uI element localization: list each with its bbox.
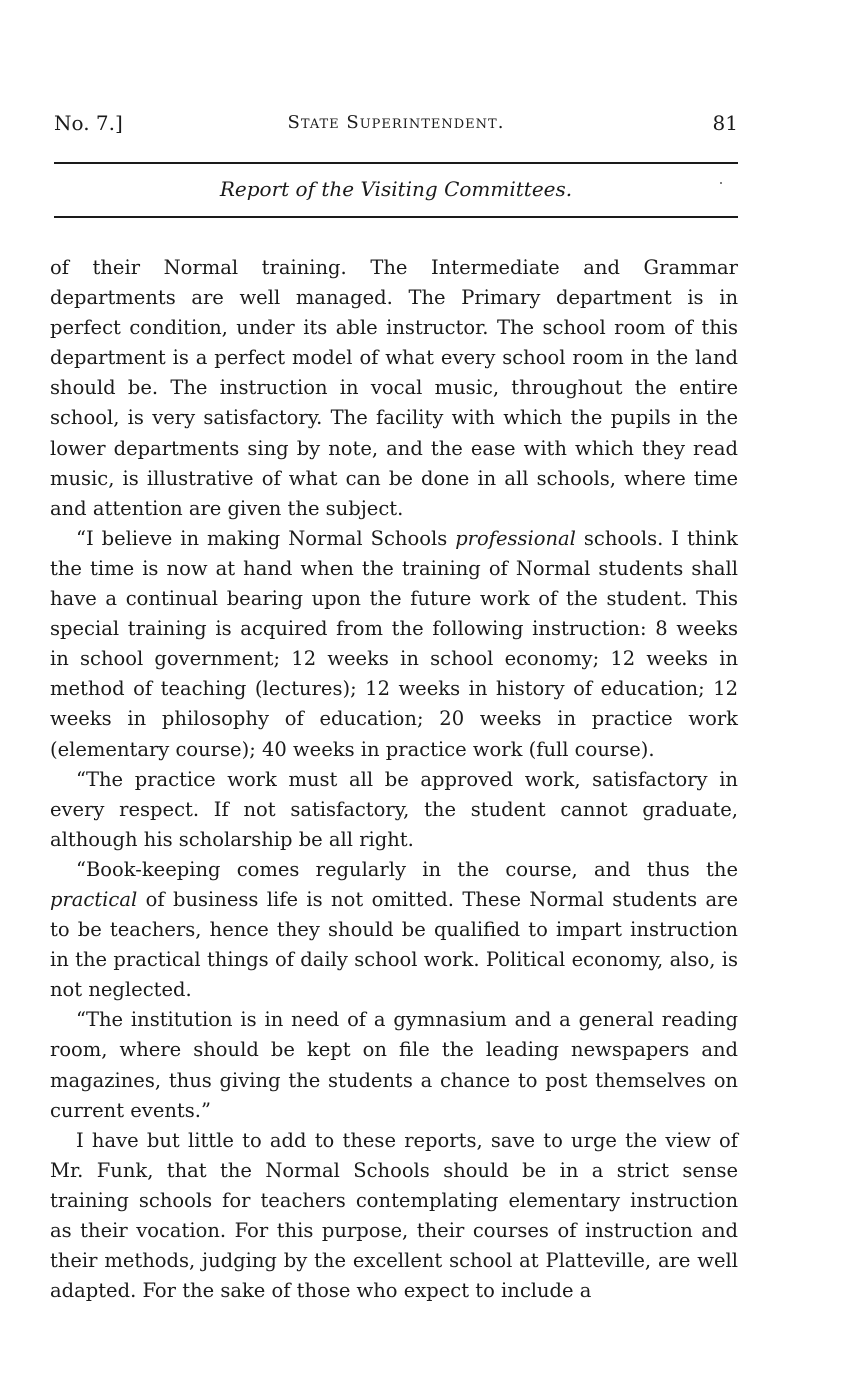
paragraph-gymnasium — [50, 1005, 738, 1125]
paragraph-book-keeping — [50, 855, 738, 1005]
paragraph-professional-schools — [50, 524, 738, 765]
emphasis-text: practical — [50, 887, 138, 911]
paragraph-text: “Book-keeping comes regularly in the course, and thus the — [76, 857, 738, 881]
paragraph-conclusion — [50, 1126, 738, 1307]
paragraph-continuation — [50, 253, 738, 524]
paragraph-text: “The practice work must all be approved work, satisfactory in every respect. If not satisfactory, the student cannot graduate, although his scholarship be all right. — [50, 767, 738, 851]
running-header — [54, 108, 738, 138]
paragraph-practice-work — [50, 765, 738, 855]
paragraph-text: of business life is not omitted. These Normal students are to be teachers, hence they should be qualified to impart instruction in the practical things of daily school work. Political economy, also, is not neglected. — [50, 887, 738, 1002]
paragraph-text: “The institution is in need of a gymnasium and a general reading room, where should be kept on file the leading newspapers and magazines, thus giving the students a chance to post themselves on current events.” — [50, 1008, 738, 1122]
report-body — [50, 253, 738, 1306]
paragraph-text: schools. I think the time is now at hand when the training of Normal students shall have a continual bearing upon the future work of the student. This special training is acquired from the following instruction: 8 weeks in school government; 12 weeks in school economy; 12 weeks in method of teaching (lectures); 12 weeks in history of education; 12 weeks in philosophy of education; 20 weeks in practice work (elementary course); 40 weeks in practice work (full course). — [50, 526, 738, 761]
header-rule-bottom — [54, 216, 738, 218]
section-subtitle: Report of the Visiting Committees. — [219, 177, 573, 201]
document-number: No. 7.] — [54, 111, 123, 135]
paragraph-text: of their Normal training. The Intermediate and Grammar departments are well managed. The Primary department is in perfect condition, under its able instructor. The school room of this department is a perfect model of what every school room in the land should be. The instruction in vocal music, throughout the entire school, is very satisfactory. The facility with which the pupils in the lower departments sing by note, and the ease with which they read music, is illustrative of what can be done in all schools, where time and attention are given the subject. — [50, 256, 738, 520]
paragraph-text: I have but little to add to these reports, save to urge the view of Mr. Funk, that the Normal Schools should be in a strict sense training schools for teachers contemplating elementary instruction as their vocation. For this purpose, their courses of instruction and their methods, judging by the excellent school at Platteville, are well adapted. For the sake of those who expect to include a — [50, 1128, 738, 1303]
header-rule-top — [54, 162, 738, 164]
print-speck — [720, 182, 722, 184]
running-title: State Superintendent. — [287, 112, 505, 133]
emphasis-text: professional — [455, 526, 576, 550]
paragraph-text: “I believe in making Normal Schools — [76, 526, 456, 550]
page-number: 81 — [712, 111, 738, 135]
